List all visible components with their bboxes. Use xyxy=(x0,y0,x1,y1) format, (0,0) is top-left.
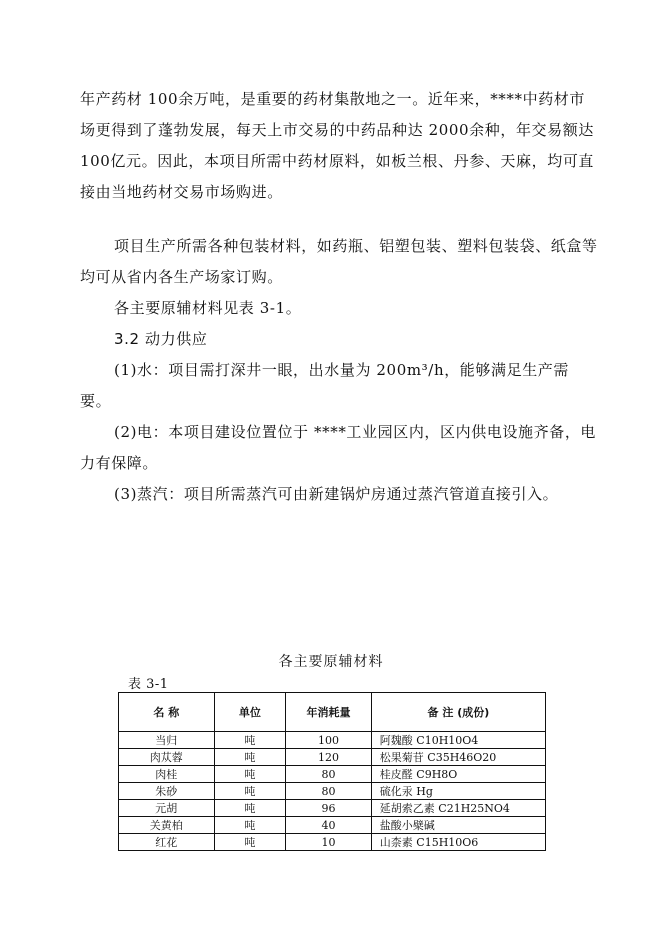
table-row xyxy=(119,766,546,783)
cell-name: 红花 xyxy=(119,834,215,851)
cell-unit: 吨 xyxy=(214,783,286,800)
cell-name: 肉桂 xyxy=(119,766,215,783)
header-name: 名 称 xyxy=(119,693,215,732)
cell-remark: 延胡索乙素 C21H25NO4 xyxy=(371,800,545,817)
cell-remark: 山柰素 C15H10O6 xyxy=(371,834,545,851)
cell-amount: 80 xyxy=(286,783,372,800)
cell-remark: 桂皮醛 C9H8O xyxy=(371,766,545,783)
cell-amount: 96 xyxy=(286,800,372,817)
table-row xyxy=(119,783,546,800)
header-unit: 单位 xyxy=(214,693,286,732)
cell-name: 关黄柏 xyxy=(119,817,215,834)
table-header-row xyxy=(119,693,546,732)
cell-unit: 吨 xyxy=(214,766,286,783)
cell-name: 元胡 xyxy=(119,800,215,817)
table-title: 各主要原辅材料 xyxy=(278,654,384,670)
table-row xyxy=(119,817,546,834)
cell-name: 朱砂 xyxy=(119,783,215,800)
cell-amount: 10 xyxy=(286,834,372,851)
table-row xyxy=(119,834,546,851)
cell-unit: 吨 xyxy=(214,834,286,851)
table-row xyxy=(119,749,546,766)
cell-unit: 吨 xyxy=(214,817,286,834)
cell-amount: 120 xyxy=(286,749,372,766)
cell-name: 肉苁蓉 xyxy=(119,749,215,766)
cell-remark: 松果菊苷 C35H46O20 xyxy=(371,749,545,766)
table-row xyxy=(119,800,546,817)
paragraph-steam: (3)蒸汽：项目所需蒸汽可由新建锅炉房通过蒸汽管道直接引入。 xyxy=(114,485,559,503)
paragraph-table-reference: 各主要原辅材料见表 3-1。 xyxy=(114,299,302,317)
paragraph-packaging: 项目生产所需各种包装材料，如药瓶、铝塑包装、塑料包装袋、纸盒等均可从省内各生产场家订购。 xyxy=(80,237,598,286)
cell-amount: 80 xyxy=(286,766,372,783)
paragraph-water: (1)水：项目需打深井一眼，出水量为 200m³/h，能够满足生产需要。 xyxy=(80,361,569,410)
cell-remark: 阿魏酸 C10H10O4 xyxy=(371,732,545,749)
section-heading-power-supply: 3.2 动力供应 xyxy=(114,330,208,348)
cell-remark: 硫化汞 Hg xyxy=(371,783,545,800)
header-annual-consumption: 年消耗量 xyxy=(286,693,372,732)
materials-table xyxy=(118,692,546,851)
cell-unit: 吨 xyxy=(214,800,286,817)
cell-amount: 40 xyxy=(286,817,372,834)
cell-unit: 吨 xyxy=(214,749,286,766)
table-label: 表 3-1 xyxy=(128,677,169,692)
cell-unit: 吨 xyxy=(214,732,286,749)
paragraph-herb-market: 年产药材 100余万吨，是重要的药材集散地之一。近年来，****中药材市场更得到了蓬勃发展，每天上市交易的中药品种达 2000余种，年交易额达 100亿元。因此，本项目所需中药材原料，如板兰根、丹参、天麻，均可直接由当地药材交易市场购进。 xyxy=(80,90,595,201)
cell-remark: 盐酸小檗碱 xyxy=(371,817,545,834)
cell-name: 当归 xyxy=(119,732,215,749)
table-row xyxy=(119,732,546,749)
paragraph-electricity: (2)电：本项目建设位置位于 ****工业园区内，区内供电设施齐备，电力有保障。 xyxy=(80,423,597,472)
cell-amount: 100 xyxy=(286,732,372,749)
header-remarks: 备 注 (成份) xyxy=(371,693,545,732)
